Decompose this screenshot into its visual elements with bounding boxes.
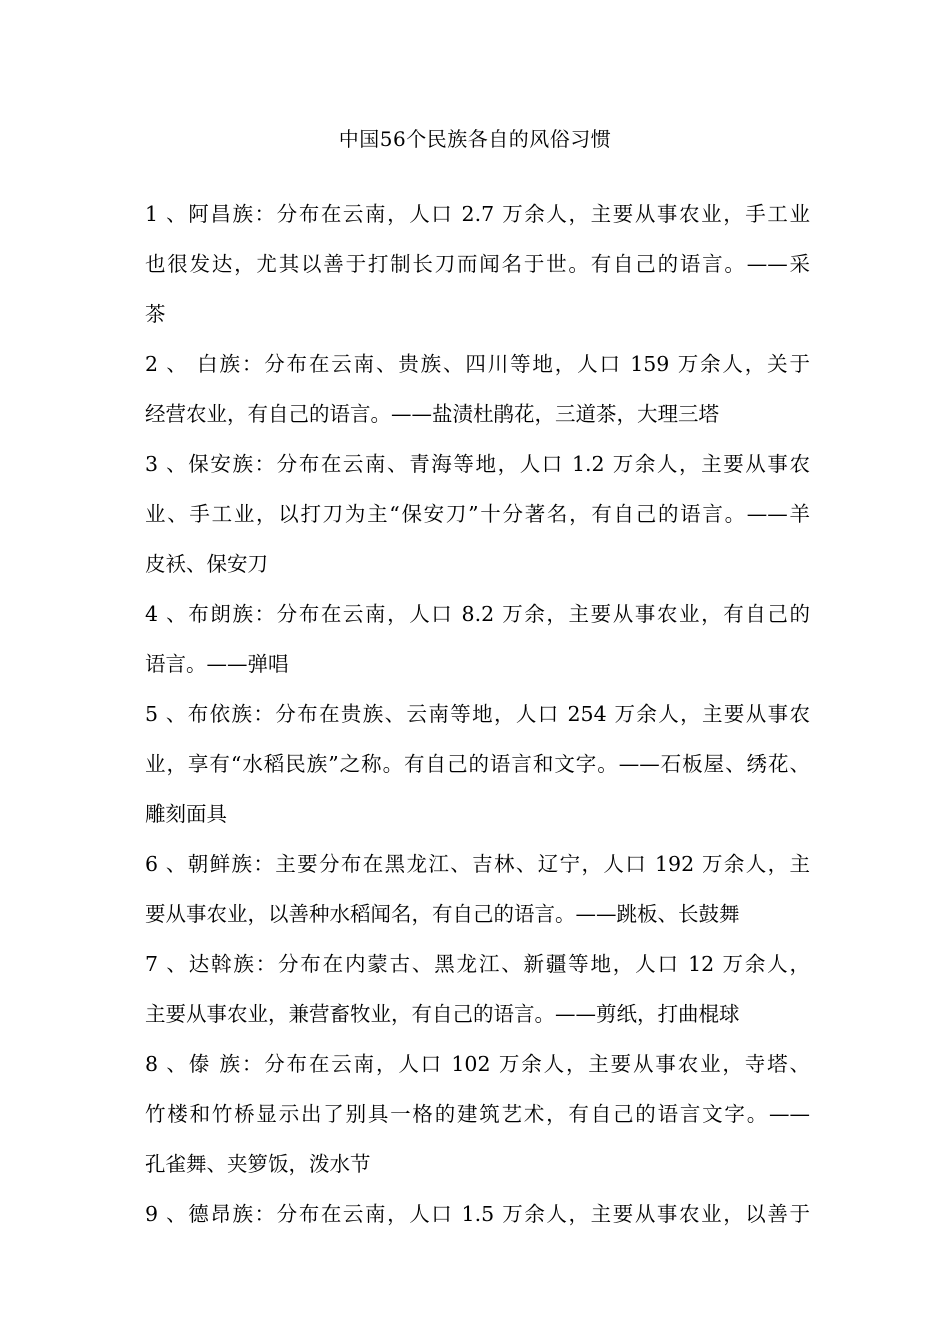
- text-line: 语言。——弹唱: [145, 652, 289, 676]
- text-line: 雕刻面具: [145, 802, 227, 826]
- text-line: 5 、布依族：分布在贵族、云南等地，人口 254 万余人，主要从事农: [145, 702, 810, 726]
- text-line: 7 、达斡族：分布在内蒙古、黑龙江、新疆等地，人口 12 万余人，: [145, 952, 810, 976]
- text-line: 竹楼和竹桥显示出了别具一格的建筑艺术，有自己的语言文字。——: [145, 1102, 810, 1126]
- text-line: 3 、保安族：分布在云南、青海等地，人口 1.2 万余人，主要从事农: [145, 452, 810, 476]
- document-body: [145, 196, 810, 1246]
- text-line: 经营农业，有自己的语言。——盐渍杜鹃花，三道茶，大理三塔: [145, 402, 719, 426]
- text-line: 也很发达，尤其以善于打制长刀而闻名于世。有自己的语言。——采: [145, 252, 810, 276]
- text-line: 4 、布朗族：分布在云南，人口 8.2 万余，主要从事农业，有自己的: [145, 602, 810, 626]
- text-line: 皮袄、保安刀: [145, 552, 268, 576]
- text-line: 1 、阿昌族：分布在云南，人口 2.7 万余人，主要从事农业，手工业: [145, 202, 810, 226]
- text-line: 业、手工业，以打刀为主“保安刀”十分著名，有自己的语言。——羊: [145, 502, 810, 526]
- text-line: 孔雀舞、夹箩饭，泼水节: [145, 1152, 371, 1176]
- text-line: 主要从事农业，兼营畜牧业，有自己的语言。——剪纸，打曲棍球: [145, 1002, 740, 1026]
- text-line: 6 、朝鲜族：主要分布在黑龙江、吉林、辽宁，人口 192 万余人，主: [145, 852, 810, 876]
- text-line: 8 、傣 族：分布在云南，人口 102 万余人，主要从事农业，寺塔、: [145, 1052, 810, 1076]
- text-line: 茶: [145, 302, 166, 326]
- text-line: 9 、德昂族：分布在云南，人口 1.5 万余人，主要从事农业，以善于: [145, 1202, 810, 1226]
- document-title: 中国56个民族各自的风俗习惯: [338, 127, 612, 151]
- text-line: 2 、 白族：分布在云南、贵族、四川等地，人口 159 万余人，关于: [145, 352, 810, 376]
- text-line: 要从事农业，以善种水稻闻名，有自己的语言。——跳板、长鼓舞: [145, 902, 740, 926]
- text-line: 业，享有“水稻民族”之称。有自己的语言和文字。——石板屋、绣花、: [145, 752, 810, 776]
